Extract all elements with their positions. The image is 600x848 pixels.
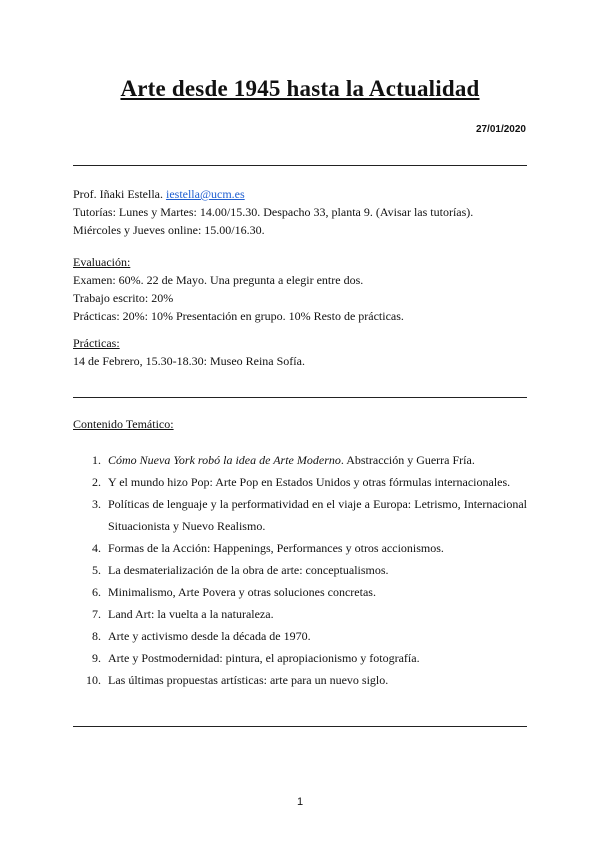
list-item [73, 625, 527, 647]
list-item-number: 7. [92, 607, 101, 621]
evaluacion-section [73, 253, 533, 325]
divider-bottom [73, 726, 527, 727]
list-item-text: Las últimas propuestas artísticas: arte para un nuevo siglo. [108, 673, 389, 687]
list-item-number: 10. [86, 673, 101, 687]
list-item-text: Y el mundo hizo Pop: Arte Pop en Estados Unidos y otras fórmulas internacionales. [108, 475, 511, 489]
divider-top [73, 165, 527, 166]
list-item-number: 6. [92, 585, 101, 599]
list-item-number: 2. [92, 475, 101, 489]
list-item [73, 559, 527, 581]
list-item-text: Políticas de lenguaje y la performatividad en el viaje a Europa: Letrismo, Internacional Situacionista y Nuevo Realismo. [108, 497, 527, 533]
evaluacion-heading: Evaluación: [73, 255, 131, 269]
contenido-heading: Contenido Temático: [73, 417, 174, 431]
professor-line [73, 185, 533, 203]
evaluacion-line: Examen: 60%. 22 de Mayo. Una pregunta a elegir entre dos. [73, 273, 364, 287]
list-item [73, 603, 527, 625]
online-hours-line: Miércoles y Jueves online: 15.00/16.30. [73, 223, 265, 237]
list-item-text: Arte y Postmodernidad: pintura, el apropiacionismo y fotografía. [108, 651, 420, 665]
list-item-text: Formas de la Acción: Happenings, Performances y otros accionismos. [108, 541, 444, 555]
list-item-text: . Abstracción y Guerra Fría. [340, 453, 475, 467]
list-item-number: 4. [92, 541, 101, 555]
professor-name: Prof. Iñaki Estella. [73, 187, 166, 201]
list-item-number: 1. [92, 453, 101, 467]
list-item [73, 537, 527, 559]
professor-email-link[interactable]: iestella@ucm.es [165, 187, 245, 201]
evaluacion-line: Prácticas: 20%: 10% Presentación en grupo. 10% Resto de prácticas. [73, 309, 404, 323]
list-item-number: 8. [92, 629, 101, 643]
list-item-number: 9. [92, 651, 101, 665]
document-date: 27/01/2020 [475, 124, 526, 135]
list-item-text: La desmaterialización de la obra de arte: conceptualismos. [108, 563, 389, 577]
list-item-number: 3. [92, 497, 101, 511]
list-item [73, 669, 527, 691]
list-item-number: 5. [92, 563, 101, 577]
topics-list [73, 449, 527, 691]
list-item-text: Arte y activismo desde la década de 1970. [108, 629, 311, 643]
divider-middle [73, 397, 527, 398]
evaluacion-line: Trabajo escrito: 20% [73, 291, 174, 305]
practicas-heading: Prácticas: [73, 336, 120, 350]
list-item-italic: Cómo Nueva York robó la idea de Arte Moderno [108, 453, 341, 467]
professor-info [73, 185, 533, 239]
practicas-section [73, 334, 533, 370]
page-number: 1 [296, 796, 304, 808]
tutorias-line: Tutorías: Lunes y Martes: 14.00/15.30. Despacho 33, planta 9. (Avisar las tutorías). [73, 205, 474, 219]
list-item [73, 581, 527, 603]
list-item [73, 493, 527, 537]
list-item-text: Minimalismo, Arte Povera y otras soluciones concretas. [108, 585, 376, 599]
list-item [73, 449, 527, 471]
list-item [73, 471, 527, 493]
list-item [73, 647, 527, 669]
list-item-text: Land Art: la vuelta a la naturaleza. [108, 607, 274, 621]
document-title: Arte desde 1945 hasta la Actualidad [120, 76, 480, 101]
practicas-line: 14 de Febrero, 15.30-18.30: Museo Reina Sofía. [73, 354, 305, 368]
